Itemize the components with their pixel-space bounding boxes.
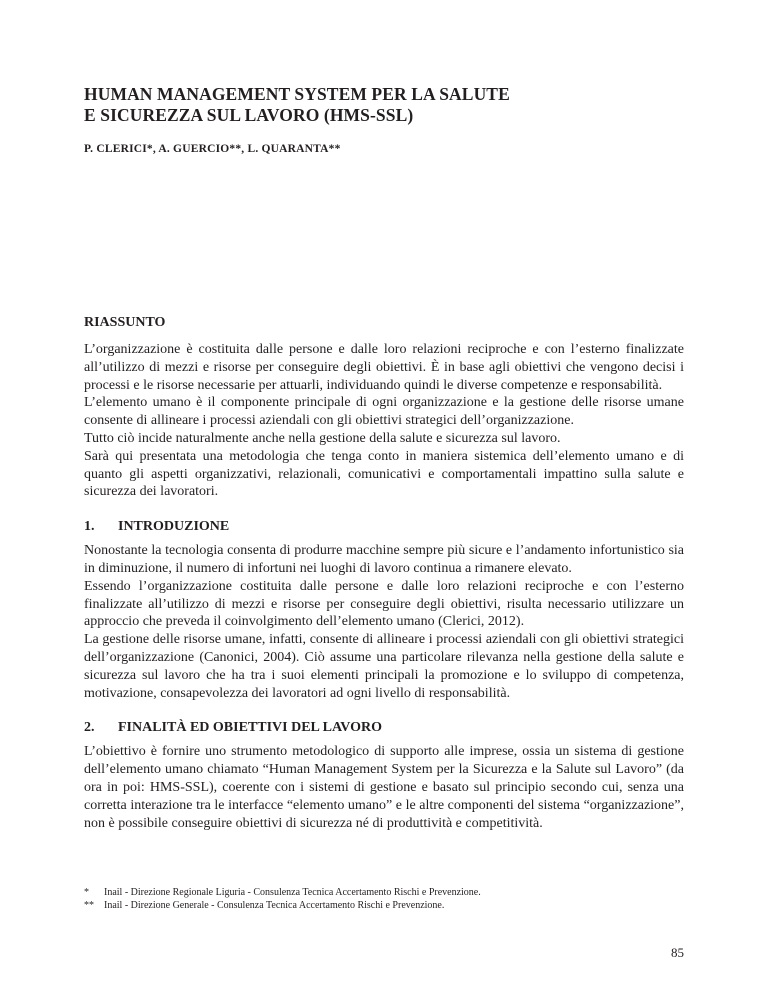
page-number: 85	[671, 945, 684, 960]
intro-paragraph-3: La gestione delle risorse umane, infatti, consente di allineare i processi aziendali con gli obiettivi strategici dell’organizzazione (Canonici, 2004). Ciò assume una particolare rilevanza nella gestione della salute e sicurezza sul lavoro che ha tra i suoi elementi principali la promozione e lo sviluppo di competenza, motivazione, consapevolezza dei lavoratori ad ogni livello di responsabilità.	[84, 632, 684, 701]
abstract-text	[84, 341, 684, 501]
abstract-paragraph-1: L’organizzazione è costituita dalle persone e dalle loro relazioni reciproche e con l’esterno finalizzate all’utilizzo di mezzi e risorse per conseguire degli obiettivi. È in base agli obiettivi che vengono decisi i processi e le risorse necessarie per attuarli, individuando quindi le diverse competenze e responsabilità.	[84, 342, 684, 393]
section-number: 2.	[84, 720, 95, 736]
footnote	[84, 886, 684, 899]
abstract-paragraph-2: L’elemento umano è il componente principale di ogni organizzazione e la gestione delle risorse umane consente di allineare i processi aziendali con gli obiettivi strategici dell’organizzazione.	[84, 395, 684, 429]
section-heading-finalita	[84, 719, 684, 737]
title-line-2: E SICUREZZA SUL LAVORO (HMS-SSL)	[84, 105, 414, 125]
footnote	[84, 899, 684, 912]
intro-paragraph-1: Nonostante la tecnologia consenta di produrre macchine sempre più sicure e l’andamento infortunistico sia in diminuzione, il numero di infortuni nei luoghi di lavoro continua a rimanere elevato.	[84, 543, 684, 576]
abstract-paragraph-3: Tutto ciò incide naturalmente anche nella gestione della salute e sicurezza sul lavoro.	[84, 430, 561, 446]
footnotes	[84, 886, 684, 912]
section-title: INTRODUZIONE	[118, 519, 230, 535]
footnote-text: Inail - Direzione Regionale Liguria - Consulenza Tecnica Accertamento Rischi e Prevenzione.	[104, 887, 481, 898]
footnote-text: Inail - Direzione Generale - Consulenza Tecnica Accertamento Rischi e Prevenzione.	[104, 900, 445, 911]
section-heading-introduzione	[84, 518, 684, 536]
abstract-paragraph-4: Sarà qui presentata una metodologia che tenga conto in maniera sistemica dell’elemento umano e di quanto gli aspetti organizzativi, relazionali, comunicativi e comportamentali impattino sulla salute e sicurezza dei lavoratori.	[84, 448, 684, 500]
title-line-1: HUMAN MANAGEMENT SYSTEM PER LA SALUTE	[84, 84, 510, 104]
section-body-introduzione	[84, 542, 684, 702]
intro-paragraph-2: Essendo l’organizzazione costituita dalle persone e dalle loro relazioni reciproche e con l’esterno finalizzate all’utilizzo di mezzi e risorse per conseguire degli obiettivi, risulta necessario utilizzare un approccio che preveda il coinvolgimento dell’elemento umano (Clerici, 2012).	[84, 578, 684, 630]
paper-body	[84, 314, 684, 832]
section-number: 1.	[84, 519, 95, 535]
section-title: FINALITÀ ED OBIETTIVI DEL LAVORO	[118, 720, 382, 736]
finalita-paragraph-1: L’obiettivo è fornire uno strumento metodologico di supporto alle imprese, ossia un sistema di gestione dell’elemento umano chiamato “Human Management System per la Sicurezza e la Salute sul Lavoro” (da ora in poi: HMS-SSL), coerente con i sistemi di gestione e basato sul principio secondo cui, senza una corretta interazione tra le interfacce “elemento umano” e le altre componenti del sistema “organizzazione”, non è possibile conseguire obiettivi di sicurezza né di produttività e competitività.	[84, 744, 684, 831]
footnote-mark: **	[84, 900, 94, 911]
abstract-heading: RIASSUNTO	[84, 315, 166, 330]
author-list: P. CLERICI*, A. GUERCIO**, L. QUARANTA**	[84, 143, 341, 155]
footnote-mark: *	[84, 887, 89, 898]
paper-title	[84, 84, 644, 126]
section-body-finalita	[84, 743, 684, 832]
